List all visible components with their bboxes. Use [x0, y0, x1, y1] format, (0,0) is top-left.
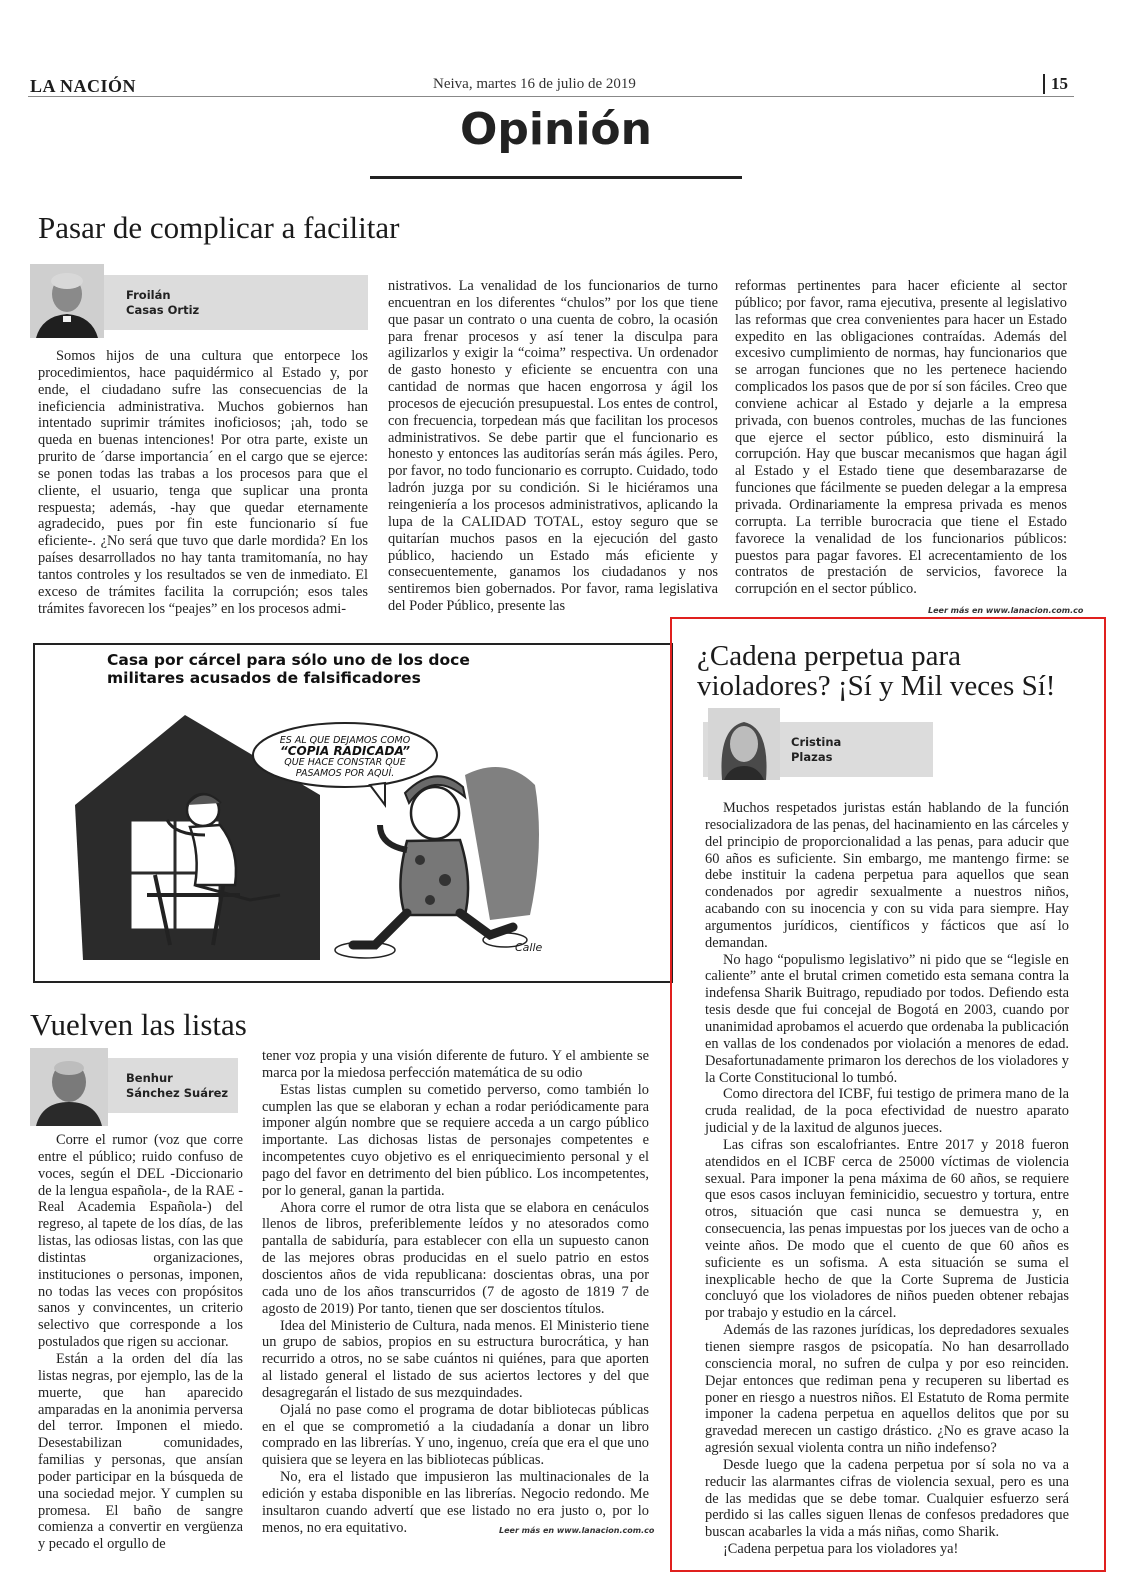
article-paragraph: tener voz propia y una visión diferente de futuro. Y el ambiente se marca por la miedosa perfección matemática de su odio	[262, 1048, 649, 1081]
read-more-link[interactable]: Leer más en www.lanacion.com.co	[499, 1526, 655, 1535]
issue-date: Neiva, martes 16 de julio de 2019	[433, 76, 636, 92]
article-headline: Vuelven las listas	[30, 1007, 247, 1042]
author-photo	[30, 1048, 108, 1126]
bubble-line-emphasis: “COPIA RADICADA”	[279, 744, 410, 758]
article-paragraph: nistrativos. La venalidad de los funcionarios de turno encuentran en los diferentes “chulos” por los que tiene que pasar un contrato o una cuenta de cobro, la ocasión para frenar procesos y así tener la disculpa para agilizarlos y exigir la “coima” respectiva. Un ordenador de gasto honesto y eficiente se encuentra con una cantidad de normas que hacen engorrosa y ágil los procesos de ejecución presupuestal. Los entes de control, con frecuencia, torpedean más que facilitan los procesos administrativos. Se debe partir que el funcionario es honesto y entonces las auditorías serán más ágiles. Pero, por favor, no todo funcionario es corrupto. Cuidado, todo ladrón juzga por su condición. Si le hiciéramos una reingeniería a los procesos administrativos, aplicando la lupa de la CALIDAD TOTAL, estoy seguro que se quitarían muchos pasos en la ejecución del gasto público, haciendo un Estado más eficiente y consecuentemente, ganamos los ciudadanos y nos sentiremos bien gobernados. Por favor, rama legislativa del Poder Público, presente las	[388, 278, 718, 615]
article-column	[38, 1132, 243, 1553]
article-paragraph: Ojalá no pase como el programa de dotar bibliotecas públicas en el que se comprometió a la ciudadanía a donar un libro comprado en las librerías. Y uno, ingenuo, creía que era el que uno quisiera que se leyera en las bibliotecas públicas.	[262, 1401, 649, 1469]
cartoonist-signature: Calle	[515, 941, 543, 954]
author-last-name: Plazas	[791, 749, 833, 764]
article-paragraph: Están a la orden del día las listas negras, por ejemplo, las de la muerte, que han aparecido amparadas en la anonimia perversa del terror. Imponen el miedo. Desestabilizan comunidades, familias y personas, que ansían poder participar en la búsqueda de una sociedad mejor. Y cumplen su promesa. El baño de sangre comienza a convertir en vergüenza y pecado el orgullo de	[38, 1350, 243, 1553]
cartoon-title: Casa por cárcel para sólo uno de los doce militares acusados de falsificadores	[107, 651, 470, 687]
editorial-cartoon	[33, 643, 673, 983]
article-column	[388, 278, 718, 618]
article-column	[262, 1048, 649, 1536]
author-first-name: Cristina	[791, 735, 842, 750]
article-closing-line: ¡Cadena perpetua para los violadores ya!	[723, 1541, 959, 1558]
article-paragraph: Estas listas cumplen su cometido perverso, como también lo cumplen las que se elaboran y echan a rodar periódicamente para imponer algún nombre que se requiere acceda a un cargo público importante. Las dichosas listas de personajes competentes e incompetentes cuyo objetivo es el enriquecimiento personal y el pago del favor en detrimento del bien público. Los incompetentes, por lo general, ganan la partida.	[262, 1081, 649, 1199]
author-first-name: Benhur	[126, 1071, 173, 1086]
author-last-name: Sánchez Suárez	[126, 1085, 229, 1100]
article-paragraph: Somos hijos de una cultura que entorpece los procedimientos, hace paquidérmico al Estado y, por ende, el ciudadano sufre las consecuencias de la ineficiencia administrativa. Muchos gobiernos han intentado suprimir trámites inoficiosos; ¡ah, todo se queda en buenas intenciones! Por otra parte, existe un prurito de ´darse importancia´ en el cargo que se ejerce: se ponen todas las trabas a los procesos para que el cliente, el usuario, tenga que suplicar una pronta respuesta; además, -hay que quedar eternamente agradecido, pues por fin este funcionario sí fue eficiente-. ¿No será que tuvo que darle mordida? En los países desarrollados no hay tanta tramitomanía, no hay tantos controles y los resultados se ven de inmediato. El exceso de trámites facilita la corrupción; esos tales trámites favorecen los “peajes” en los procesos admi-	[38, 348, 368, 617]
bubble-line: QUE HACE CONSTAR QUE PASAMOS POR AQUÍ.	[284, 757, 406, 779]
article-paragraph: Como directora del ICBF, fui testigo de primera mano de la cruda realidad, de la poca efectividad de nuestro aparato judicial y de la laxitud de algunos jueces.	[705, 1086, 1069, 1137]
article-paragraph: Además de las razones jurídicas, los depredadores sexuales tienen siempre rasgos de psicopatía. No han desarrollado consciencia moral, no sufren de culpa y por eso reinciden. Dejar entonces que rediman pena y recuperen su libertad es poner en riesgo a nuestros niños. El Estatuto de Roma permite imponer la cadena perpetua en aquellos delitos que por su gravedad merecen un castigo drástico. ¿No es grave acaso la agresión sexual violenta contra un niño indefenso?	[705, 1322, 1069, 1457]
read-more-link[interactable]: Leer más en www.lanacion.com.co	[928, 606, 1084, 615]
article-paragraph: Muchos respetados juristas están hablando de la función resocializadora de las penas, del hacinamiento en las cárceles y del principio de proporcionalidad a las penas, para aducir que 60 años es suficiente. Sin embargo, me mantengo firme: se debe instituir la cadena perpetua para aquellos que sean condenados por agredir sexualmente a nuestros niños, acabando con su inocencia y con su vida para siempre. Hay argumentos jurídicos, científicos y fácticos que así lo demandan.	[705, 800, 1069, 951]
section-title: Opinión	[460, 104, 652, 155]
newspaper-logo: LA NACIÓN	[30, 76, 137, 96]
article-headline: Pasar de complicar a facilitar	[38, 210, 400, 245]
author-first-name: Froilán	[126, 288, 171, 303]
highlight-box	[670, 617, 1106, 1572]
author-photo	[30, 264, 104, 338]
section-title-underline	[370, 176, 742, 179]
page-number: 15	[1043, 74, 1068, 94]
cartoon-illustration	[35, 645, 671, 981]
article-paragraph: Idea del Ministerio de Cultura, nada menos. El Ministerio tiene un grupo de sabios, propios en su estructura burocrática, y han recurrido a otros, no se sabe cuántos ni quiénes, para que aporten al listado general el listado de sus aciertos lectores y del que desagregarán el listado de sus mezquindades.	[262, 1317, 649, 1401]
article-paragraph: No hago “populismo legislativo” ni pido que se “legisle en caliente” ante el brutal crimen cometido esta semana contra la indefensa Sharik Buitrago, repudiado por todos. Defiendo esta tesis desde que fui concejal de Bogotá en 2003, cuando por unanimidad aprobamos el acuerdo que ordenaba la publicación en vallas de los condenados por violación a menores de edad. Desafortunadamente primaron los derechos de los violadores y la Corte Constitucional lo tumbó.	[705, 951, 1069, 1086]
article-paragraph: Corre el rumor (voz que corre entre el público; ruido confuso de voces, según el DEL -Diccionario de la lengua española-, de la RAE -Real Academia Española-) del regreso, al tapete de los días, de las listas, las odiosas listas, con las que distintas organizaciones, instituciones o personas, imponen, no todas las veces con propósitos sanos y convincentes, un criterio selectivo que corresponde a los postulados que rigen su accionar.	[38, 1132, 243, 1351]
article-paragraph: Ahora corre el rumor de otra lista que se elabora en cenáculos llenos de libros, preferiblemente leídos y no atesorados como pantalla de sabiduría, para establecer con ella un supuesto canon de las mejores obras producidas en el suelo patrio en estos doscientos años de vida republicana: doscientas obras, una por cada uno de los años transcurridos (7 de agosto de 1819 7 de agosto de 2019) Por tanto, tienen que ser doscientos títulos.	[262, 1199, 649, 1317]
article-paragraph: Las cifras son escalofriantes. Entre 2017 y 2018 fueron atendidos en el ICBF cerca de 25000 víctimas de violencia sexual. Para imponer la pena máxima de 60 años, se requiere que esos casos incluyan feminicidio, secuestro y tortura, entre otros, situación que casi nunca se demuestra y, en consecuencia, las penas impuestas por los jueces van de ocho a veinte años. De modo que el cuento de que 60 años es suficiente es un sofisma. A esta situación se suma el inexplicable hecho de que la Corte Suprema de Justicia concluyó que los violadores de niños pueden obtener rebajas por trabajo y estudio en la cárcel.	[705, 1136, 1069, 1322]
masthead-divider	[28, 96, 1074, 97]
article-headline: ¿Cadena perpetua para violadores? ¡Sí y Mil veces Sí!	[697, 640, 1056, 703]
article-paragraph: No, era el listado que impusieron las multinacionales de la edición y estaba disponible en las librerías. Negocio redondo. Me insultaron cuando advertí que ese listado no era justo o, por lo menos, no era equitativo.	[262, 1469, 649, 1536]
article-column	[735, 278, 1067, 604]
article-paragraph: reformas pertinentes para hacer eficiente al sector público; por favor, rama ejecutiva, presente al legislativo las reformas que crea convenientes para hacer un Estado expedito en las obligaciones contraídas. Además del excesivo cumplimiento de normas, hay funcionarios que se arrogan funciones que no les pertenece haciendo complicados los pasos que de por sí son fáciles. Creo que conviene achicar al Estado y dejarle a la empresa privada, con buenos controles, muchas de las funciones que ejerce el sector público, esto disminuirá la corrupción. Hay que buscar mecanismos que hagan ágil al Estado y el Estado tiene que desembarazarse de funciones que fácilmente se pueden delegar a la empresa privada. Ordinariamente la empresa privada es menos corrupta. La terrible burocracia que tiene el Estado favorece la venalidad de los funcionarios públicos: puestos para pagar favores. El acrecentamiento de los contratos de prestación de servicios, favorece la corrupción en el sector público.	[735, 278, 1067, 598]
author-last-name: Casas Ortiz	[126, 302, 200, 317]
bubble-line: ES AL QUE DEJAMOS COMO	[279, 735, 411, 746]
cartoon-speech-bubble	[269, 735, 421, 779]
article-paragraph: Desde luego que la cadena perpetua por sí sola no va a reducir las alarmantes cifras de violencia sexual, pero es una de las medidas que se debe tomar. Cualquier esfuerzo será perdido si las calles siguen llenas de confesos predadores que buscan acabarles la vida a más niñas, como Sharik.	[705, 1456, 1069, 1541]
article-column	[38, 348, 368, 618]
